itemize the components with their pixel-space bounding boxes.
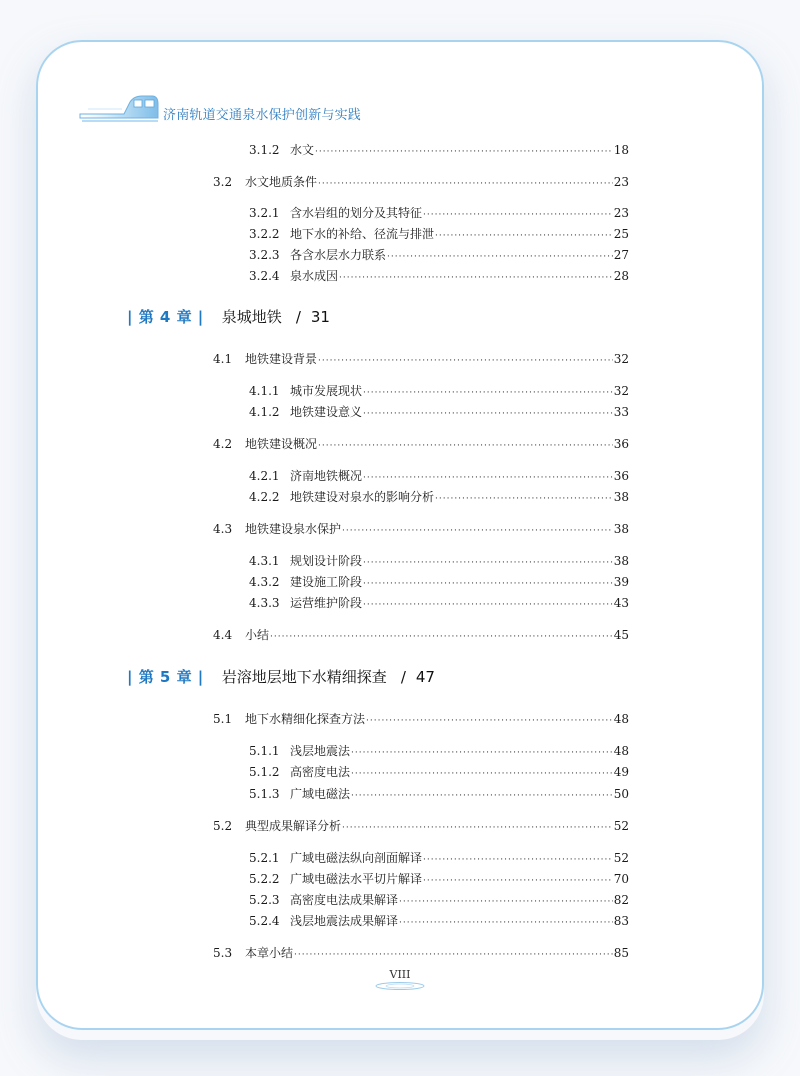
- leader-dots: [318, 179, 613, 189]
- toc-entry-page: 82: [613, 893, 629, 907]
- toc-entry-page: 39: [613, 575, 629, 589]
- toc-entry-title: 广域电磁法: [290, 787, 351, 801]
- toc-entry-page: 52: [613, 851, 629, 865]
- toc-entry-number: 5.2.3: [249, 893, 280, 907]
- leader-dots: [351, 748, 613, 758]
- toc-entry-number: 5.1: [213, 712, 233, 726]
- leader-dots: [423, 855, 613, 865]
- toc-entry-title: 典型成果解译分析: [245, 819, 342, 833]
- toc-entry[interactable]: [213, 520, 629, 537]
- toc-entry-page: 70: [613, 872, 629, 886]
- leader-dots: [435, 494, 613, 504]
- leader-dots: [351, 769, 613, 779]
- leader-dots: [363, 409, 613, 419]
- leader-dots: [351, 791, 613, 801]
- leader-dots: [315, 147, 613, 157]
- toc-entry-title: 地铁建设对泉水的影响分析: [290, 490, 435, 504]
- toc-entry[interactable]: [213, 626, 629, 643]
- toc-entry-page: 38: [613, 490, 629, 504]
- toc-entry[interactable]: [249, 141, 629, 158]
- leader-dots: [270, 632, 613, 642]
- toc-entry-title: 本章小结: [245, 946, 294, 960]
- toc-entry-page: 25: [613, 227, 629, 241]
- chapter-page: 47: [415, 667, 435, 686]
- leader-dots: [363, 579, 613, 589]
- water-ripple-icon: [372, 981, 428, 991]
- chapter-title: 岩溶地层地下水精细探查: [221, 668, 387, 686]
- toc-entry[interactable]: [249, 742, 629, 759]
- toc-entry-page: 36: [613, 437, 629, 451]
- leader-dots: [423, 210, 613, 220]
- toc-entry[interactable]: [249, 488, 629, 505]
- toc-entry-number: 3.1.2: [249, 143, 280, 157]
- chapter-heading[interactable]: [127, 306, 330, 327]
- toc-entry-number: 3.2.2: [249, 227, 280, 241]
- toc-entry-number: 3.2: [213, 175, 233, 189]
- toc-entry[interactable]: [213, 944, 629, 961]
- toc-entry-number: 5.1.1: [249, 744, 280, 758]
- toc-entry[interactable]: [249, 382, 629, 399]
- toc-entry-number: 5.2.4: [249, 914, 280, 928]
- train-icon: [78, 92, 160, 124]
- toc-entry[interactable]: [249, 225, 629, 242]
- toc-entry[interactable]: [213, 435, 629, 452]
- leader-dots: [342, 526, 613, 536]
- toc-entry-page: 32: [613, 352, 629, 366]
- toc-entry[interactable]: [213, 350, 629, 367]
- toc-entry-page: 43: [613, 596, 629, 610]
- toc-entry-page: 18: [613, 143, 629, 157]
- toc-entry-title: 地下水的补给、径流与排泄: [290, 227, 435, 241]
- leader-dots: [435, 231, 613, 241]
- toc-entry-page: 50: [613, 787, 629, 801]
- toc-entry[interactable]: [249, 594, 629, 611]
- chapter-slash: /: [400, 667, 406, 686]
- leader-dots: [342, 823, 613, 833]
- toc-entry-title: 泉水成因: [290, 269, 339, 283]
- toc-entry-number: 4.2: [213, 437, 233, 451]
- toc-entry-page: 28: [613, 269, 629, 283]
- toc-entry-number: 4.1.2: [249, 405, 280, 419]
- toc-entry-title: 城市发展现状: [290, 384, 363, 398]
- toc-entry[interactable]: [249, 552, 629, 569]
- toc-entry-page: 23: [613, 206, 629, 220]
- toc-entry[interactable]: [249, 246, 629, 263]
- toc-entry[interactable]: [249, 204, 629, 221]
- toc-entry-number: 4.2.1: [249, 469, 280, 483]
- chapter-title: 泉城地铁: [221, 308, 282, 326]
- leader-dots: [318, 441, 613, 451]
- toc-entry-number: 4.3: [213, 522, 233, 536]
- leader-dots: [387, 252, 613, 262]
- leader-dots: [363, 388, 613, 398]
- toc-entry-title: 济南地铁概况: [290, 469, 363, 483]
- toc-entry-title: 广域电磁法纵向剖面解译: [290, 851, 423, 865]
- toc-entry-title: 地铁建设背景: [245, 352, 318, 366]
- toc-entry-page: 23: [613, 175, 629, 189]
- toc-entry-title: 水文: [290, 143, 315, 157]
- toc-entry-title: 各含水层水力联系: [290, 248, 387, 262]
- toc-entry-number: 5.2.1: [249, 851, 280, 865]
- toc-entry[interactable]: [249, 403, 629, 420]
- toc-entry-number: 4.3.2: [249, 575, 280, 589]
- toc-entry-number: 5.1.2: [249, 765, 280, 779]
- leader-dots: [423, 876, 613, 886]
- leader-dots: [399, 918, 613, 928]
- toc-entry[interactable]: [249, 870, 629, 887]
- toc-entry-page: 33: [613, 405, 629, 419]
- toc-entry-title: 浅层地震法成果解译: [290, 914, 399, 928]
- toc-entry[interactable]: [213, 173, 629, 190]
- chapter-label: | 第 5 章 |: [127, 668, 204, 686]
- toc-entry-number: 3.2.3: [249, 248, 280, 262]
- toc-entry[interactable]: [249, 763, 629, 780]
- toc-entry-page: 32: [613, 384, 629, 398]
- toc-entry-page: 48: [613, 744, 629, 758]
- chapter-label: | 第 4 章 |: [127, 308, 204, 326]
- toc-entry-title: 含水岩组的划分及其特征: [290, 206, 423, 220]
- toc-entry[interactable]: [249, 573, 629, 590]
- leader-dots: [363, 600, 613, 610]
- toc-entry-title: 规划设计阶段: [290, 554, 363, 568]
- toc-entry-number: 5.2: [213, 819, 233, 833]
- toc-entry[interactable]: [249, 912, 629, 929]
- toc-entry-title: 地铁建设概况: [245, 437, 318, 451]
- leader-dots: [366, 716, 613, 726]
- toc-entry-page: 49: [613, 765, 629, 779]
- toc-entry-title: 广域电磁法水平切片解译: [290, 872, 423, 886]
- toc-entry[interactable]: [213, 817, 629, 834]
- toc-entry-title: 高密度电法成果解译: [290, 893, 399, 907]
- toc-entry-title: 地下水精细化探查方法: [245, 712, 366, 726]
- toc-entry-page: 38: [613, 522, 629, 536]
- toc-entry-number: 4.3.3: [249, 596, 280, 610]
- toc-entry-page: 52: [613, 819, 629, 833]
- toc-entry-title: 地铁建设意义: [290, 405, 363, 419]
- toc-entry-number: 5.2.2: [249, 872, 280, 886]
- toc-entry-page: 27: [613, 248, 629, 262]
- toc-entry[interactable]: [249, 267, 629, 284]
- toc-entry-number: 4.2.2: [249, 490, 280, 504]
- toc-entry-page: 36: [613, 469, 629, 483]
- toc-entry-title: 浅层地震法: [290, 744, 351, 758]
- chapter-page: 31: [310, 307, 330, 326]
- toc-entry-title: 小结: [245, 628, 270, 642]
- leader-dots: [339, 273, 613, 283]
- toc-entry[interactable]: [249, 849, 629, 866]
- leader-dots: [363, 558, 613, 568]
- toc-entry-title: 水文地质条件: [245, 175, 318, 189]
- leader-dots: [363, 473, 613, 483]
- toc-entry[interactable]: [249, 785, 629, 802]
- toc-entry-page: 48: [613, 712, 629, 726]
- toc-entry-number: 4.3.1: [249, 554, 280, 568]
- toc-entry-number: 4.1: [213, 352, 233, 366]
- toc-entry-number: 4.4: [213, 628, 233, 642]
- chapter-slash: /: [295, 307, 301, 326]
- toc-entry-number: 4.1.1: [249, 384, 280, 398]
- toc-entry-number: 3.2.4: [249, 269, 280, 283]
- toc-entry-page: 45: [613, 628, 629, 642]
- toc-entry-page: 85: [613, 946, 629, 960]
- toc-entry-title: 建设施工阶段: [290, 575, 363, 589]
- toc-entry[interactable]: [249, 467, 629, 484]
- toc-entry[interactable]: [213, 710, 629, 727]
- chapter-heading[interactable]: [127, 666, 435, 687]
- leader-dots: [399, 897, 613, 907]
- toc-entry-title: 高密度电法: [290, 765, 351, 779]
- book-title: 济南轨道交通泉水保护创新与实践: [163, 108, 362, 123]
- toc-entry-number: 5.1.3: [249, 787, 280, 801]
- leader-dots: [318, 356, 613, 366]
- leader-dots: [294, 950, 613, 960]
- toc-entry-title: 地铁建设泉水保护: [245, 522, 342, 536]
- toc-entry-page: 83: [613, 914, 629, 928]
- toc-entry-number: 3.2.1: [249, 206, 280, 220]
- toc-entry-page: 38: [613, 554, 629, 568]
- toc-entry-number: 5.3: [213, 946, 233, 960]
- page-number: VIII: [389, 968, 411, 981]
- toc-entry[interactable]: [249, 891, 629, 908]
- toc-entry-title: 运营维护阶段: [290, 596, 363, 610]
